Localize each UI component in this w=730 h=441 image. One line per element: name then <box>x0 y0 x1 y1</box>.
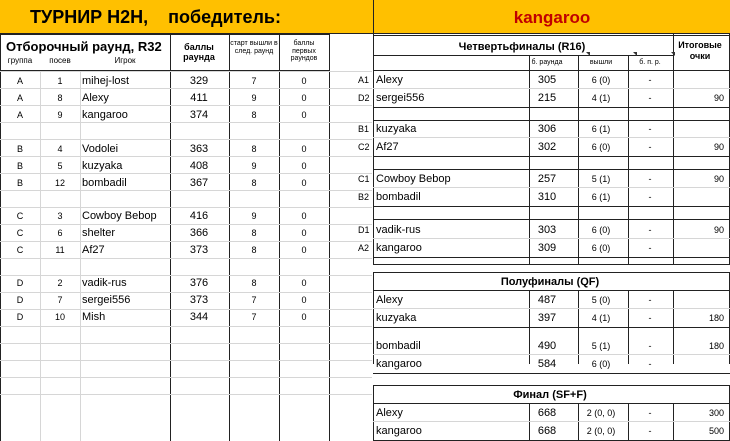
qual-seed-cell: 11 <box>55 245 65 256</box>
qual-group-cell: D <box>16 295 24 306</box>
qual-player-name: Af27 <box>82 244 105 257</box>
qf-out-cell: 6 (0) <box>591 359 611 369</box>
qf-points-cell: 490 <box>537 340 557 352</box>
qual-group-cell: A <box>16 76 24 86</box>
header-group: группа <box>7 56 33 65</box>
qual-seed-cell: 9 <box>57 110 63 121</box>
r16-player-name: bombadil <box>376 191 421 203</box>
r16-player-name: kangaroo <box>376 242 422 254</box>
qual-title: Отборочный раунд, R32 <box>6 39 162 54</box>
r16-out-cell: 4 (1) <box>591 93 611 103</box>
qf-bp-cell: - <box>648 341 652 351</box>
rule-line <box>373 156 730 157</box>
header-player: Игрок <box>114 56 136 65</box>
rule-line <box>529 403 530 441</box>
tournament-title: ТУРНИР H2H, победитель: <box>30 7 281 27</box>
qf-bp-cell: - <box>648 313 652 323</box>
qual-points-cell: 344 <box>189 311 209 324</box>
rule-line <box>628 403 629 441</box>
r16-points-cell: 309 <box>537 242 557 254</box>
r16-bp-cell: - <box>648 124 652 134</box>
qual-group-cell: D <box>16 278 24 288</box>
rule-line <box>373 107 730 108</box>
qual-seed-cell: 4 <box>57 144 63 154</box>
qual-first-cell: 0 <box>301 144 307 154</box>
final-points-cell: 668 <box>537 425 557 437</box>
qual-first-cell: 0 <box>301 228 307 239</box>
rule-line <box>373 327 730 328</box>
banner-divider <box>373 0 374 34</box>
qf-total-cell: 180 <box>708 341 724 351</box>
rule-line <box>0 258 372 259</box>
qual-first-cell: 0 <box>301 178 307 189</box>
qual-player-name: Cowboy Bebop <box>82 210 157 222</box>
qf-bp-cell: - <box>648 359 652 369</box>
qual-first-cell: 0 <box>301 245 307 256</box>
qf-player-name: kuzyaka <box>376 312 417 324</box>
rule-line <box>0 360 372 361</box>
rule-line <box>373 238 730 239</box>
rule-line <box>0 275 372 276</box>
r16-header-bp: б. п. р. <box>639 59 661 66</box>
qual-player-name: Mish <box>82 311 106 324</box>
qual-points-cell: 408 <box>189 160 209 173</box>
qf-player-name: kangaroo <box>376 358 422 370</box>
rule-line <box>373 257 730 258</box>
qual-seed-cell: 8 <box>57 93 63 104</box>
qual-first-cell: 0 <box>301 161 307 172</box>
rule-line <box>0 309 372 310</box>
rule-line <box>373 264 730 265</box>
rule-line <box>373 120 730 121</box>
final-player-name: kangaroo <box>376 425 422 437</box>
qf-points-cell: 487 <box>537 294 557 306</box>
qf-player-name: Alexy <box>376 294 403 306</box>
qual-player-name: kuzyaka <box>82 160 123 173</box>
qf-bp-cell: - <box>648 295 652 305</box>
rule-line <box>0 34 1 441</box>
rule-line <box>673 34 674 264</box>
rule-line <box>0 241 372 242</box>
final-total-cell: 500 <box>708 426 724 436</box>
rule-line <box>373 35 730 36</box>
rule-line <box>578 403 579 441</box>
qual-player-name: bombadil <box>82 177 127 190</box>
r16-bp-cell: - <box>648 142 652 152</box>
qual-player-name: sergei556 <box>82 294 131 307</box>
rule-line <box>373 354 730 355</box>
r16-header-total: Итоговые очки <box>678 40 722 61</box>
qual-start-cell: 8 <box>251 245 257 256</box>
qual-start-cell: 7 <box>251 312 257 323</box>
qual-seed-cell: 3 <box>57 211 63 221</box>
qual-player-name: Vodolei <box>82 143 119 155</box>
qual-points-cell: 416 <box>189 210 209 222</box>
rule-line <box>373 373 730 374</box>
r16-player-name: Af27 <box>376 141 399 153</box>
qual-start-cell: 8 <box>251 178 257 189</box>
rule-line <box>0 156 372 157</box>
qual-first-cell: 0 <box>301 295 307 306</box>
qual-start-cell: 8 <box>251 228 257 239</box>
qual-seed-cell: 7 <box>57 295 63 306</box>
qual-points-cell: 363 <box>189 143 209 155</box>
rule-line <box>0 394 372 395</box>
header-points: баллы раунда <box>183 42 215 63</box>
r16-bp-cell: - <box>648 75 652 85</box>
rule-line <box>373 88 730 89</box>
qual-seed-cell: 10 <box>54 312 66 323</box>
rule-line <box>373 137 730 138</box>
qf-out-cell: 5 (1) <box>591 341 611 351</box>
qual-points-cell: 373 <box>189 244 209 257</box>
r16-player-name: sergei556 <box>376 92 425 104</box>
qual-group-cell: C <box>16 228 24 239</box>
rule-line <box>0 105 372 106</box>
rule-line <box>229 34 230 441</box>
r16-bp-cell: - <box>648 192 652 202</box>
rule-line <box>80 71 81 441</box>
qual-points-cell: 374 <box>189 109 209 122</box>
qual-seed-cell: 12 <box>54 178 66 189</box>
r16-seed-label: A2 <box>358 243 370 253</box>
qual-player-name: kangaroo <box>82 109 128 122</box>
r16-player-name: Cowboy Bebop <box>376 173 451 185</box>
qual-player-name: shelter <box>82 227 116 240</box>
r16-points-cell: 310 <box>537 191 557 203</box>
qual-start-cell: 7 <box>251 295 257 306</box>
final-bp-cell: - <box>648 408 652 418</box>
rule-line <box>0 326 372 327</box>
rule-line <box>0 139 372 140</box>
rule-line <box>529 55 530 264</box>
qual-first-cell: 0 <box>301 312 307 323</box>
qf-out-cell: 4 (1) <box>591 313 611 323</box>
qual-start-cell: 9 <box>251 93 257 104</box>
qual-group-cell: B <box>16 161 24 172</box>
qual-group-cell: A <box>16 110 24 121</box>
r16-points-cell: 306 <box>537 123 557 135</box>
qual-points-cell: 373 <box>189 294 209 307</box>
header-start: старт вышли в след. раунд <box>230 40 278 55</box>
rule-line <box>0 71 372 72</box>
qual-group-cell: D <box>16 312 24 323</box>
final-player-name: Alexy <box>376 407 403 419</box>
rule-line <box>279 34 280 441</box>
rule-line <box>0 34 330 35</box>
qual-points-cell: 329 <box>189 75 209 87</box>
qf-points-cell: 397 <box>537 312 557 324</box>
rule-line <box>373 70 730 71</box>
rule-line <box>0 343 372 344</box>
winner-name: kangaroo <box>513 8 591 27</box>
r16-bp-cell: - <box>648 225 652 235</box>
qf-out-cell: 5 (0) <box>591 295 611 305</box>
rule-line <box>329 34 330 441</box>
qual-points-cell: 367 <box>189 177 209 190</box>
rule-line <box>0 122 372 123</box>
qual-seed-cell: 6 <box>57 228 63 239</box>
filter-arrow-icon <box>671 52 675 56</box>
rule-line <box>373 272 374 364</box>
qual-seed-cell: 5 <box>57 161 63 172</box>
qual-player-name: mihej-lost <box>82 75 130 87</box>
final-out-cell: 2 (0, 0) <box>586 408 616 418</box>
r16-player-name: Alexy <box>376 74 403 86</box>
qual-start-cell: 8 <box>251 278 257 288</box>
qf-title: Полуфиналы (QF) <box>500 276 600 288</box>
rule-line <box>373 34 374 264</box>
rule-line <box>170 34 171 441</box>
qf-points-cell: 584 <box>537 358 557 370</box>
r16-total-cell: 90 <box>713 142 724 152</box>
qual-first-cell: 0 <box>301 211 307 221</box>
rule-line <box>373 308 730 309</box>
qual-group-cell: A <box>16 93 24 104</box>
qual-group-cell: B <box>16 178 24 189</box>
rule-line <box>628 55 629 264</box>
final-total-cell: 300 <box>708 408 724 418</box>
qual-player-name: Alexy <box>82 92 109 105</box>
rule-line <box>373 219 730 220</box>
qual-player-name: vadik-rus <box>82 277 127 289</box>
rule-line <box>0 88 372 89</box>
filter-arrow-icon <box>633 52 637 56</box>
r16-out-cell: 6 (0) <box>591 225 611 235</box>
qual-seed-cell: 2 <box>57 278 63 288</box>
r16-out-cell: 6 (1) <box>591 192 611 202</box>
r16-header-points: б. раунда <box>531 59 563 66</box>
r16-total-cell: 90 <box>713 225 724 235</box>
rule-line <box>373 385 730 386</box>
r16-seed-label: C2 <box>358 142 370 152</box>
rule-line <box>373 290 730 291</box>
rule-line <box>578 55 579 264</box>
r16-points-cell: 305 <box>537 74 557 86</box>
r16-points-cell: 302 <box>537 141 557 153</box>
qual-start-cell: 8 <box>251 144 257 154</box>
qual-points-cell: 366 <box>189 227 209 240</box>
r16-out-cell: 5 (1) <box>591 174 611 184</box>
qual-start-cell: 7 <box>251 76 257 86</box>
qual-group-cell: B <box>16 144 24 154</box>
rule-line <box>0 292 372 293</box>
qual-start-cell: 8 <box>251 110 257 121</box>
qual-first-cell: 0 <box>301 93 307 104</box>
rule-line <box>373 385 374 441</box>
filter-arrow-icon <box>586 52 590 56</box>
qual-group-cell: C <box>16 245 24 256</box>
r16-out-cell: 6 (0) <box>591 75 611 85</box>
r16-total-cell: 90 <box>713 93 724 103</box>
qual-start-cell: 9 <box>251 161 257 172</box>
qual-first-cell: 0 <box>301 110 307 121</box>
r16-header-out: вышли <box>589 59 613 66</box>
r16-seed-label: B2 <box>358 192 370 202</box>
qf-player-name: bombadil <box>376 340 421 352</box>
header-seed: посев <box>49 56 71 65</box>
rule-line <box>0 207 372 208</box>
r16-seed-label: A1 <box>358 75 370 85</box>
rule-line <box>373 206 730 207</box>
r16-bp-cell: - <box>648 243 652 253</box>
r16-player-name: kuzyaka <box>376 123 417 135</box>
final-out-cell: 2 (0, 0) <box>586 426 616 436</box>
qual-seed-cell: 1 <box>57 76 63 86</box>
r16-points-cell: 257 <box>537 173 557 185</box>
rule-line <box>373 187 730 188</box>
final-bp-cell: - <box>648 426 652 436</box>
qual-points-cell: 411 <box>190 92 208 105</box>
r16-seed-label: D1 <box>358 225 370 235</box>
qual-first-cell: 0 <box>301 278 307 288</box>
final-points-cell: 668 <box>537 407 557 419</box>
rule-line <box>673 403 674 441</box>
r16-seed-label: B1 <box>358 124 370 134</box>
r16-bp-cell: - <box>648 174 652 184</box>
r16-out-cell: 6 (0) <box>591 142 611 152</box>
rule-line <box>0 377 372 378</box>
rule-line <box>0 173 372 174</box>
final-title: Финал (SF+F) <box>513 389 587 401</box>
header-first: баллы первых раундов <box>290 40 318 63</box>
r16-points-cell: 215 <box>537 92 557 104</box>
r16-seed-label: D2 <box>358 93 370 103</box>
qual-points-cell: 376 <box>189 277 209 289</box>
r16-seed-label: C1 <box>358 174 370 184</box>
r16-player-name: vadik-rus <box>376 224 421 236</box>
rule-line <box>40 71 41 441</box>
r16-bp-cell: - <box>648 93 652 103</box>
r16-total-cell: 90 <box>713 174 724 184</box>
rule-line <box>0 224 372 225</box>
qual-first-cell: 0 <box>301 76 307 86</box>
rule-line <box>373 421 730 422</box>
rule-line <box>373 403 730 404</box>
r16-out-cell: 6 (0) <box>591 243 611 253</box>
rule-line <box>0 190 372 191</box>
r16-out-cell: 6 (1) <box>591 124 611 134</box>
qual-start-cell: 9 <box>251 211 257 221</box>
rule-line <box>373 169 730 170</box>
qual-group-cell: C <box>16 211 24 221</box>
r16-points-cell: 303 <box>537 224 557 236</box>
rule-line <box>373 272 730 273</box>
qf-total-cell: 180 <box>708 313 724 323</box>
r16-title: Четвертьфиналы (R16) <box>458 41 586 53</box>
